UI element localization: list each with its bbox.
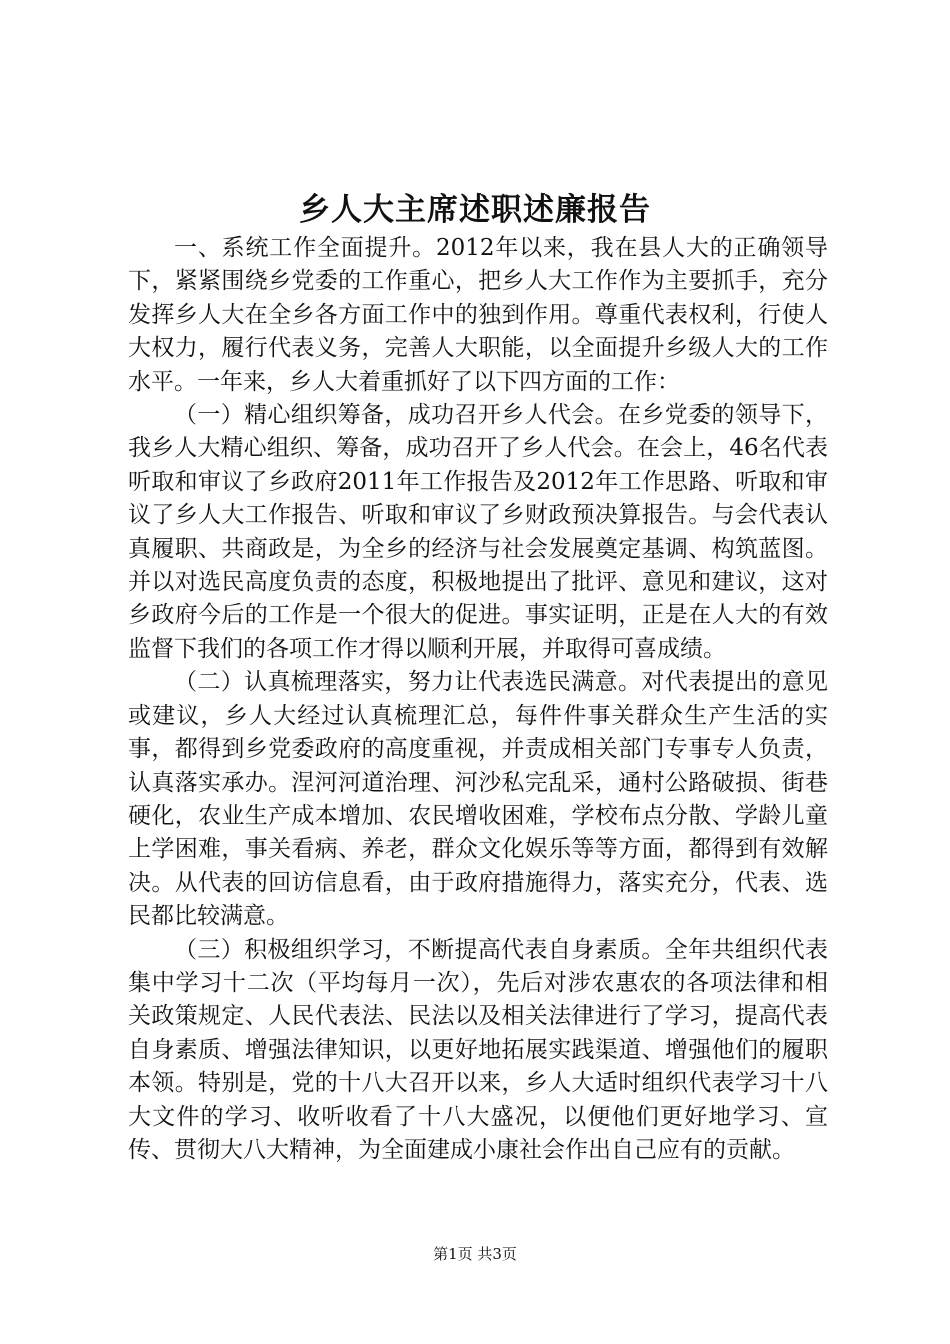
- page-number-footer: 第1页 共3页: [433, 1245, 517, 1263]
- paragraph-intro: 一、系统工作全面提升。2012年以来，我在县人大的正确领导下，紧紧围绕乡党委的工作重心，把乡人大工作作为主要抓手，充分发挥乡人大在全乡各方面工作中的独到作用。尊重代表权利，行使人大权力，履行代表义务，完善人大职能，以全面提升乡级人大的工作水平。一年来，乡人大着重抓好了以下四方面的工作：: [128, 235, 828, 395]
- paragraph-section-3: （三）积极组织学习，不断提高代表自身素质。全年共组织代表集中学习十二次（平均每月一次），先后对涉农惠农的各项法律和相关政策规定、人民代表法、民法以及相关法律进行了学习，提高代表自身素质、增强法律知识，以更好地拓展实践渠道、增强他们的履职本领。特别是，党的十八大召开以来，乡人大适时组织代表学习十八大文件的学习、收听收看了十八大盛况，以便他们更好地学习、宣传、贯彻大八大精神，为全面建成小康社会作出自己应有的贡献。: [128, 936, 828, 1163]
- document-title: 乡人大主席述职述廉报告: [299, 192, 651, 228]
- paragraph-section-1: （一）精心组织筹备，成功召开乡人代会。在乡党委的领导下，我乡人大精心组织、筹备，成功召开了乡人代会。在会上，46名代表听取和审议了乡政府2011年工作报告及2012年工作思路、听取和审议了乡人大工作报告、听取和审议了乡财政预决算报告。与会代表认真履职、共商政是，为全乡的经济与社会发展奠定基调、构筑蓝图。并以对选民高度负责的态度，积极地提出了批评、意见和建议，这对乡政府今后的工作是一个很大的促进。事实证明，正是在人大的有效监督下我们的各项工作才得以顺利开展，并取得可喜成绩。: [128, 402, 828, 662]
- document-body: [128, 232, 828, 1167]
- paragraph-section-2: （二）认真梳理落实，努力让代表选民满意。对代表提出的意见或建议，乡人大经过认真梳理汇总，每件件事关群众生产生活的实事，都得到乡党委政府的高度重视，并责成相关部门专事专人负责，认真落实承办。涅河河道治理、河沙私完乱采，通村公路破损、街巷硬化，农业生产成本增加、农民增收困难，学校布点分散、学龄儿童上学困难，事关看病、养老，群众文化娱乐等等方面，都得到有效解决。从代表的回访信息看，由于政府措施得力，落实充分，代表、选民都比较满意。: [128, 669, 828, 930]
